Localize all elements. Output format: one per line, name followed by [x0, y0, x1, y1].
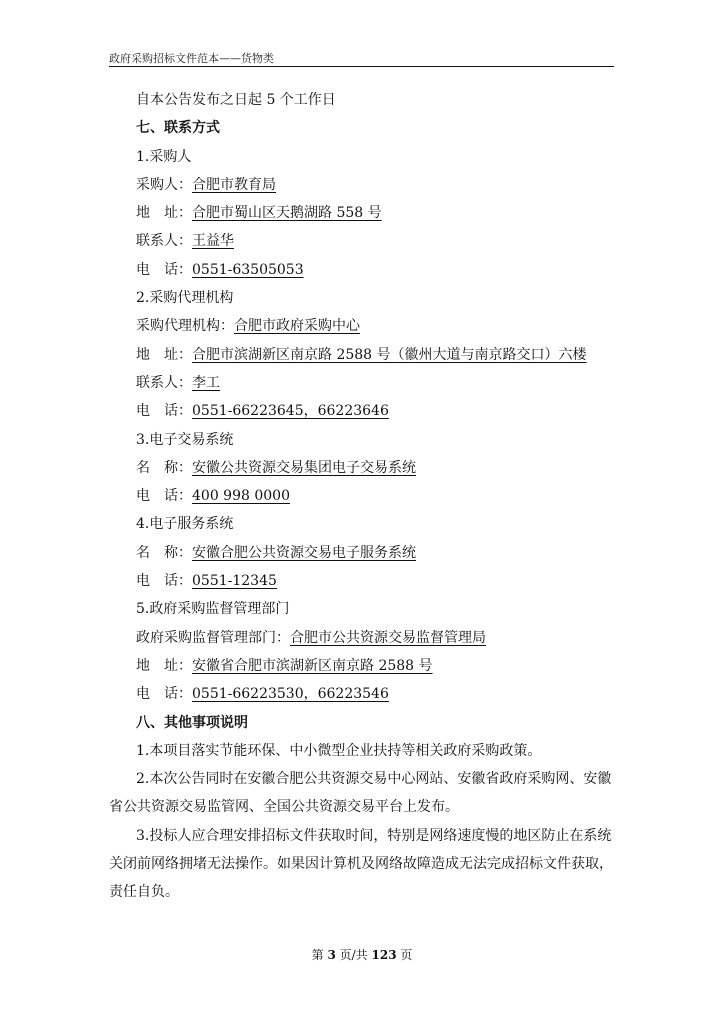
field-value: 0551-12345: [192, 573, 277, 590]
trade-system-name-row: [109, 454, 614, 482]
field-label: 联系人：: [136, 233, 192, 250]
field-value: 李工: [192, 374, 220, 391]
section-7-title: 七、联系方式: [136, 120, 220, 137]
field-label: 电 话：: [136, 403, 192, 420]
field-label: 名 称：: [136, 459, 192, 476]
footer-prefix: 第: [311, 948, 324, 962]
footer-suffix: 页: [400, 948, 413, 962]
supervisor-dept-row: [109, 624, 614, 652]
field-value: 安徽公共资源交易集团电子交易系统: [192, 459, 416, 476]
agency-phone-row: [109, 397, 614, 425]
supervisor-address-row: [109, 652, 614, 680]
group-2-title: 2.采购代理机构: [136, 290, 234, 307]
field-label: 地 址：: [136, 657, 192, 674]
field-value: 0551-66223530，66223546: [192, 686, 389, 703]
page-footer: [0, 946, 724, 963]
field-label: 名 称：: [136, 544, 192, 561]
page-header: 政府采购招标文件范本——货物类: [109, 52, 274, 65]
purchaser-contact-row: [109, 227, 614, 255]
purchaser-address-row: [109, 199, 614, 227]
current-page-number: 3: [327, 948, 336, 962]
group-4-title: 4.电子服务系统: [136, 516, 234, 533]
agency-contact-row: [109, 369, 614, 397]
field-label: 政府采购监督管理部门：: [136, 629, 290, 646]
notice-paragraph-3: 3.投标人应合理安排招标文件获取时间，特别是网络速度慢的地区防止在系统关闭前网络拥堵无法操作。如果因计算机及网络故障造成无法完成招标文件获取，责任自负。: [109, 827, 613, 901]
field-label: 地 址：: [136, 205, 192, 222]
field-value: 400 998 0000: [192, 488, 290, 505]
footer-mid: 页/共: [339, 948, 368, 962]
field-value: 安徽合肥公共资源交易电子服务系统: [192, 544, 416, 561]
group-5-title: 5.政府采购监督管理部门: [136, 601, 290, 618]
agency-address-row: [109, 341, 614, 369]
notice-paragraph-1: 1.本项目落实节能环保、中小微型企业扶持等相关政府采购政策。: [136, 742, 542, 759]
field-label: 电 话：: [136, 573, 192, 590]
field-label: 电 话：: [136, 261, 192, 278]
section-8-title: 八、其他事项说明: [136, 714, 248, 731]
intro-line: 自本公告发布之日起 5 个工作日: [136, 92, 336, 108]
total-page-count: 123: [371, 948, 397, 962]
service-system-name-row: [109, 539, 614, 567]
field-label: 采购人：: [136, 176, 192, 193]
field-value: 安徽省合肥市滨湖新区南京路 2588 号: [192, 657, 433, 674]
field-value: 合肥市政府采购中心: [234, 318, 360, 335]
field-value: 0551-63505053: [192, 261, 304, 278]
field-label: 电 话：: [136, 488, 192, 505]
field-value: 合肥市蜀山区天鹅湖路 558 号: [192, 205, 382, 222]
group-3-title: 3.电子交易系统: [136, 431, 234, 448]
document-body: [109, 86, 614, 907]
purchaser-row: [109, 171, 614, 199]
purchaser-phone-row: [109, 256, 614, 284]
notice-paragraph-2: 2.本次公告同时在安徽合肥公共资源交易中心网站、安徽省政府采购网、安徽省公共资源交易监管网、全国公共资源交易平台上发布。: [109, 771, 612, 816]
field-label: 电 话：: [136, 686, 192, 703]
supervisor-phone-row: [109, 680, 614, 708]
field-value: 合肥市公共资源交易监督管理局: [290, 629, 486, 646]
field-value: 合肥市教育局: [192, 176, 276, 193]
field-value: 王益华: [192, 233, 234, 250]
field-value: 0551-66223645，66223646: [192, 403, 389, 420]
field-label: 联系人：: [136, 374, 192, 391]
field-value: 合肥市滨湖新区南京路 2588 号（徽州大道与南京路交口）六楼: [192, 346, 587, 363]
agency-row: [109, 312, 614, 340]
group-1-title: 1.采购人: [136, 148, 192, 165]
header-rule: [109, 66, 614, 67]
field-label: 地 址：: [136, 346, 192, 363]
field-label: 采购代理机构：: [136, 318, 234, 335]
service-system-phone-row: [109, 567, 614, 595]
trade-system-phone-row: [109, 482, 614, 510]
